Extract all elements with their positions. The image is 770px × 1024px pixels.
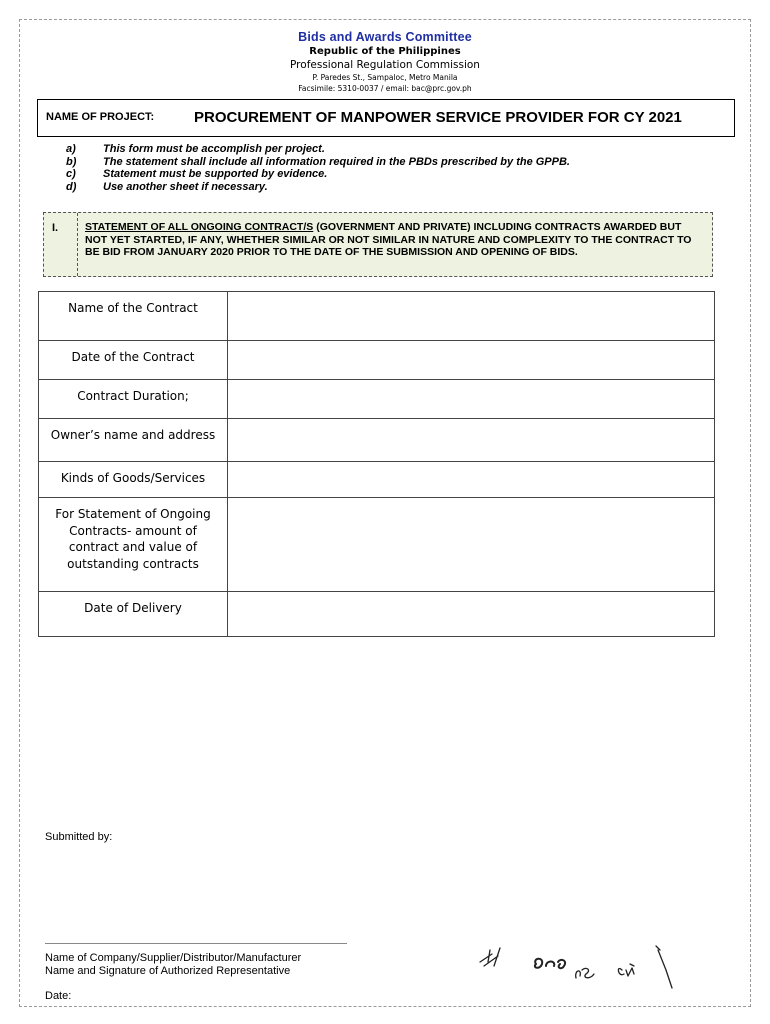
table-row <box>39 341 715 380</box>
instruction-text: This form must be accomplish per project. <box>103 143 325 155</box>
section-title <box>85 221 705 259</box>
field-input-owner[interactable] <box>228 419 715 462</box>
date-label: Date: <box>45 990 72 1002</box>
address-line: P. Paredes St., Sampaloc, Metro Manila <box>312 73 458 82</box>
commission-name: Professional Regulation Commission <box>290 59 480 71</box>
signature-line <box>45 943 347 944</box>
project-box <box>37 99 735 137</box>
letterhead <box>0 30 770 93</box>
field-label-contract-name: Name of the Contract <box>39 292 228 341</box>
instruction-item <box>66 143 570 156</box>
field-label-owner: Owner’s name and address <box>39 419 228 462</box>
field-label-contract-duration: Contract Duration; <box>39 380 228 419</box>
committee-name: Bids and Awards Committee <box>298 30 472 44</box>
instruction-letter: b) <box>66 155 77 168</box>
section-divider <box>77 213 78 276</box>
field-label-goods-services: Kinds of Goods/Services <box>39 462 228 498</box>
republic-line: Republic of the Philippines <box>309 46 461 57</box>
instructions-list <box>66 143 570 193</box>
field-input-contract-name[interactable] <box>228 292 715 341</box>
table-row <box>39 380 715 419</box>
instruction-letter: c) <box>66 168 76 180</box>
field-input-contract-date[interactable] <box>228 341 715 380</box>
instruction-text: The statement shall include all information required in the PBDs prescribed by the GPPB. <box>103 155 570 168</box>
section-title-rest: (GOVERNMENT AND PRIVATE) INCLUDING CONTRACTS AWARDED BUT NOT YET STARTED, IF ANY, WHETHER SIMILAR OR NOT SIMILAR IN NATURE AND COMPLEXITY TO THE CONTRACT TO BE BID FROM JANUARY 2020 PRIOR TO THE DATE OF THE SUBMISSION AND OPENING OF BIDS. <box>85 221 692 258</box>
project-name: PROCUREMENT OF MANPOWER SERVICE PROVIDER FOR CY 2021 <box>194 109 682 126</box>
field-input-goods-services[interactable] <box>228 462 715 498</box>
submitted-by-label: Submitted by: <box>45 831 113 843</box>
instruction-item <box>66 181 570 194</box>
section-heading-box <box>43 212 713 277</box>
company-name-label: Name of Company/Supplier/Distributor/Manufacturer <box>45 952 302 964</box>
instruction-letter: d) <box>66 180 77 193</box>
table-row <box>39 592 715 637</box>
field-label-contract-amount: For Statement of Ongoing Contracts- amount of contract and value of outstanding contracts <box>39 498 228 592</box>
field-input-delivery-date[interactable] <box>228 592 715 637</box>
signatory-block <box>45 952 301 978</box>
instruction-letter: a) <box>66 143 76 155</box>
handwritten-initials <box>470 940 690 995</box>
contact-line: Facsimile: 5310-0037 / email: bac@prc.gov.ph <box>298 84 472 93</box>
contract-table <box>38 291 715 637</box>
instruction-text: Use another sheet if necessary. <box>103 180 268 193</box>
field-label-contract-date: Date of the Contract <box>39 341 228 380</box>
table-row <box>39 292 715 341</box>
section-number: I. <box>52 222 59 234</box>
field-input-contract-duration[interactable] <box>228 380 715 419</box>
instruction-item <box>66 156 570 169</box>
field-input-contract-amount[interactable] <box>228 498 715 592</box>
instruction-text: Statement must be supported by evidence. <box>103 168 328 180</box>
table-row <box>39 419 715 462</box>
table-row <box>39 462 715 498</box>
instruction-item <box>66 168 570 181</box>
representative-label: Name and Signature of Authorized Representative <box>45 965 291 977</box>
table-row <box>39 498 715 592</box>
field-label-delivery-date: Date of Delivery <box>39 592 228 637</box>
section-title-underlined: STATEMENT OF ALL ONGOING CONTRACT/S <box>85 221 314 233</box>
project-label: NAME OF PROJECT: <box>46 111 155 123</box>
